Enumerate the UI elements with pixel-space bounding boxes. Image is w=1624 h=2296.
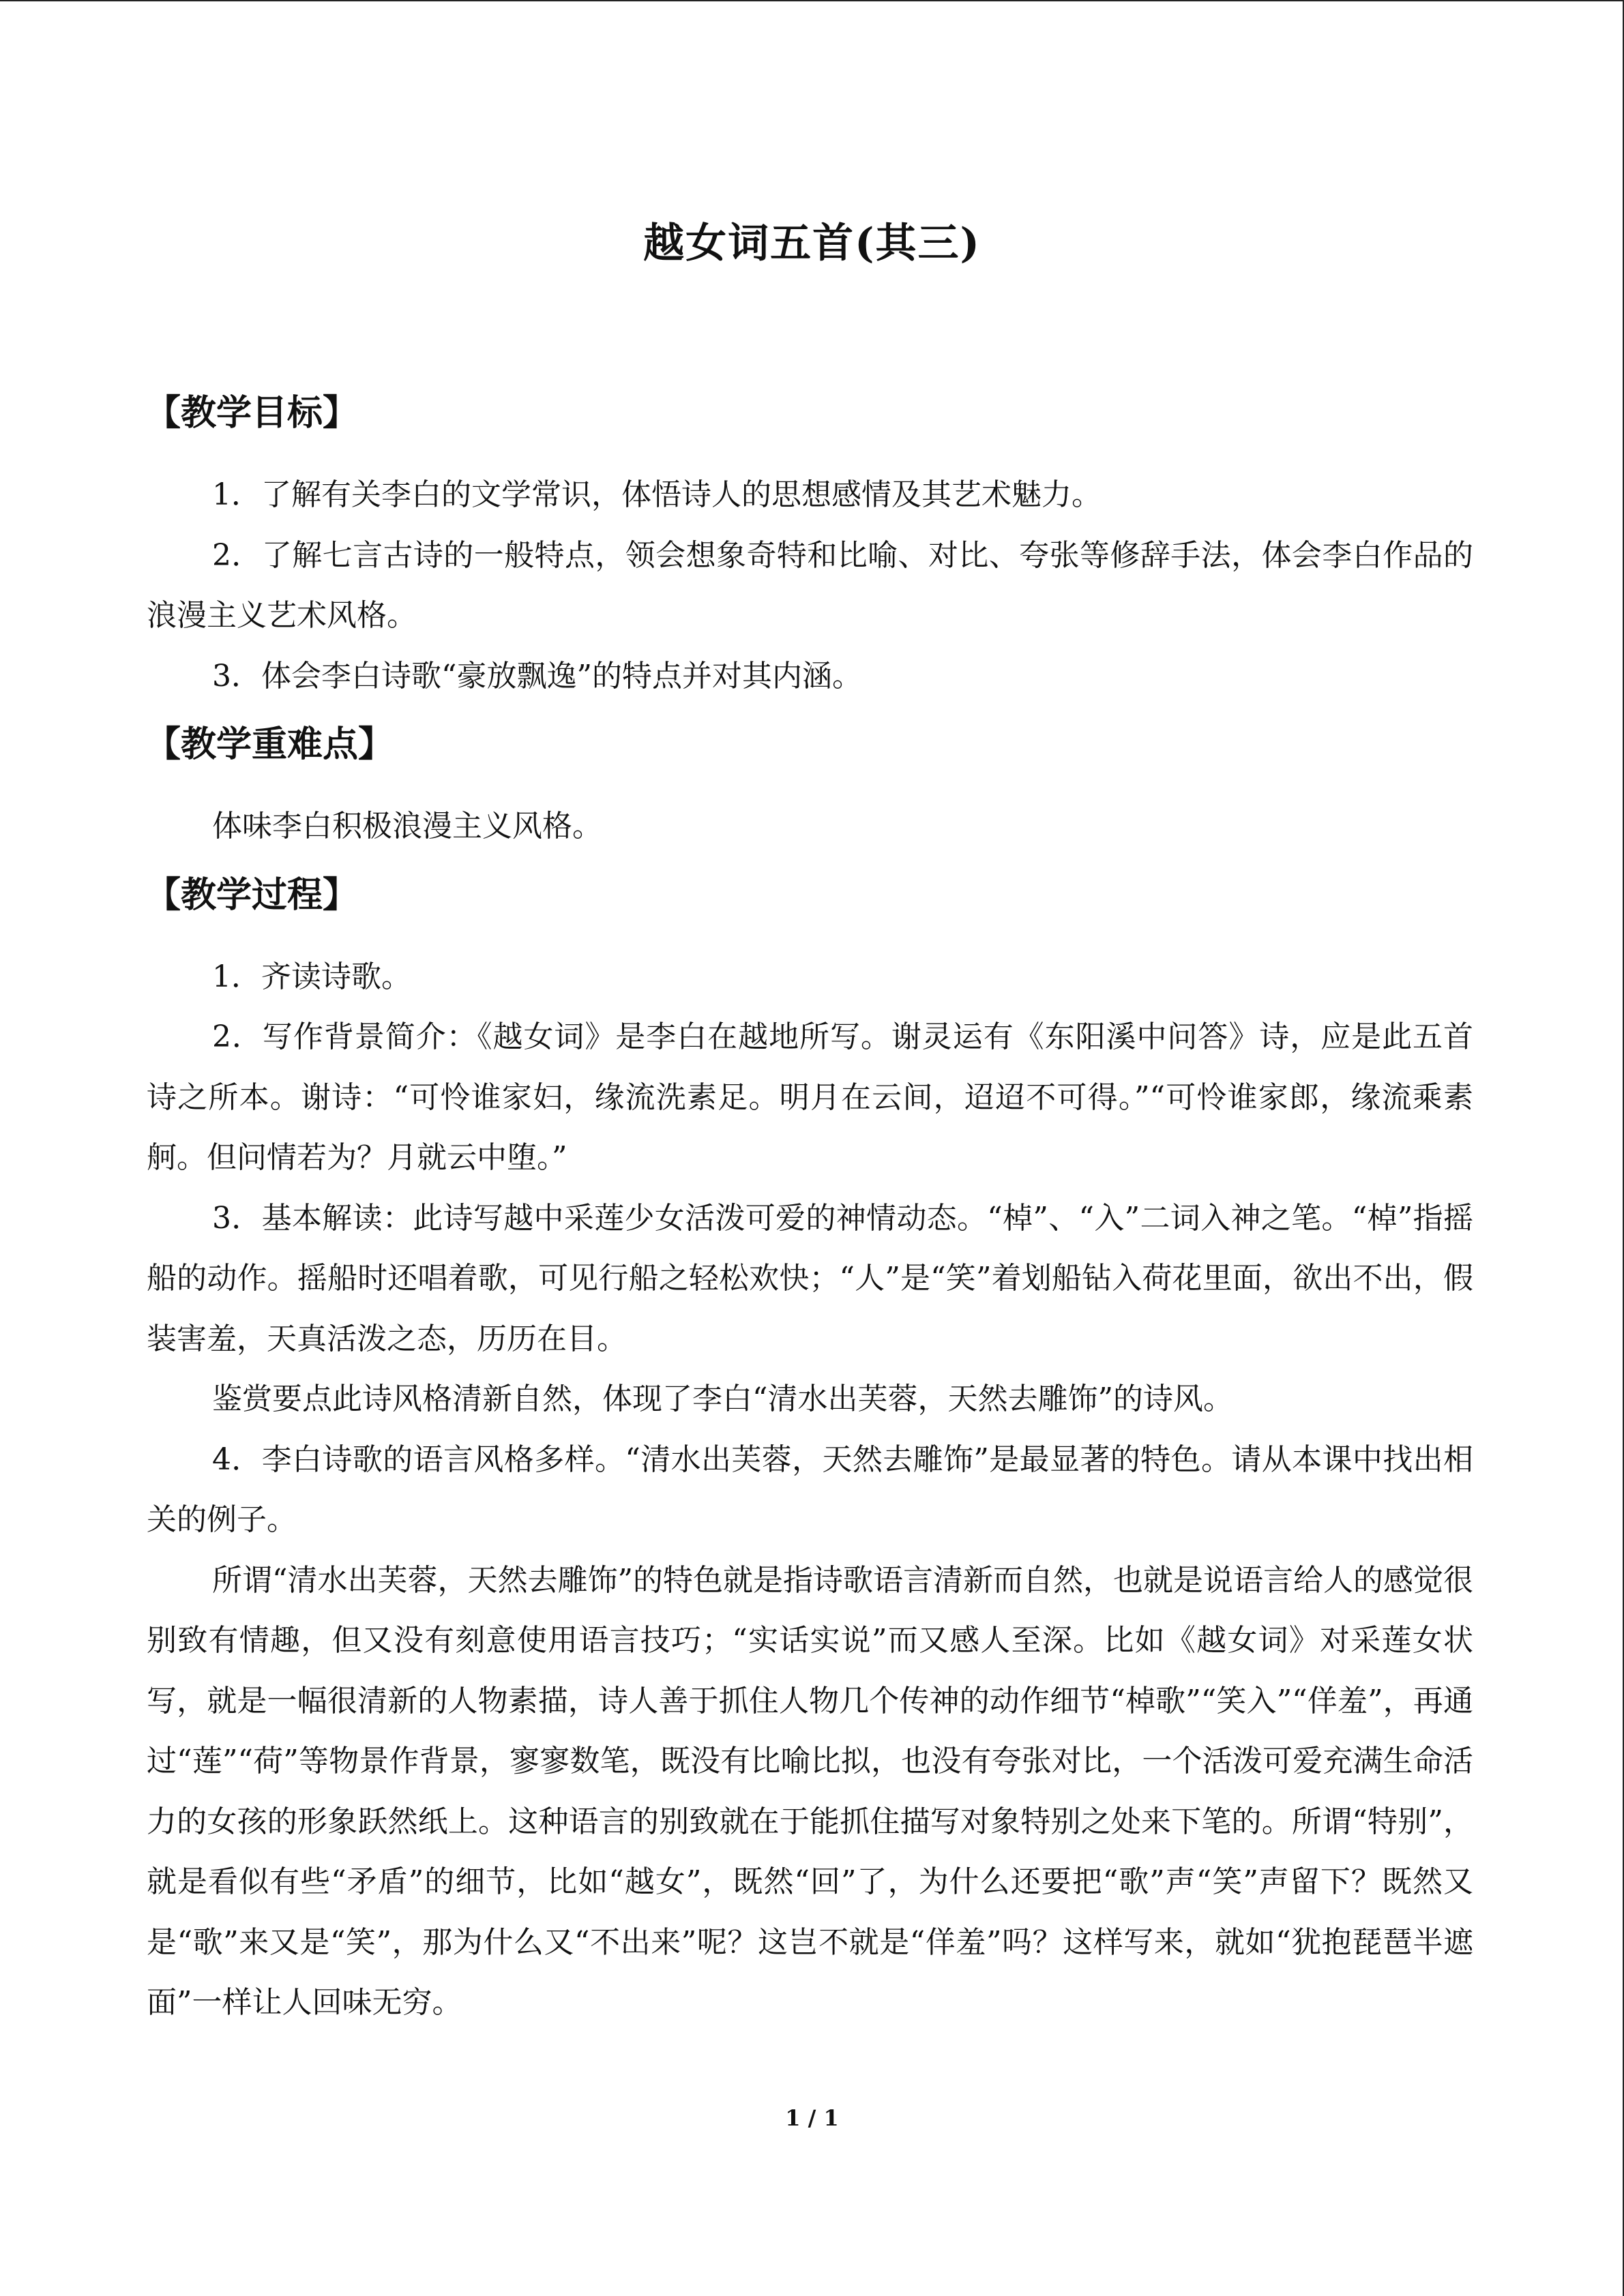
objective-item-1: 1．了解有关李白的文学常识，体悟诗人的思想感情及其艺术魅力。 [212, 477, 1102, 512]
objective-item-2: 2．了解七言古诗的一般特点，领会想象奇特和比喻、对比、夸张等修辞手法，体会李白作品的浪漫主义艺术风格。 [147, 537, 1473, 633]
document-body [147, 375, 1473, 2033]
analysis-paragraph: 所谓“清水出芙蓉，天然去雕饰”的特色就是指诗歌语言清新而自然，也就是说语言给人的感觉很别致有情趣，但又没有刻意使用语言技巧；“实话实说”而又感人至深。比如《越女词》对采莲女状写，就是一幅很清新的人物素描，诗人善于抓住人物几个传神的动作细节“棹歌”“笑入”“佯羞”，再通过“莲”“荷”等物景作背景，寥寥数笔，既没有比喻比拟，也没有夸张对比，一个活泼可爱充满生命活力的女孩的形象跃然纸上。这种语言的别致就在于能抓住描写对象特别之处来下笔的。所谓“特别”，就是看似有些“矛盾”的细节，比如“越女”，既然“回”了，为什么还要把“歌”声“笑”声留下？既然又是“歌”来又是“笑”，那为什么又“不出来”呢？这岂不就是“佯羞”吗？这样写来，就如“犹抱琵琶半遮面”一样让人回味无穷。 [147, 1562, 1473, 2020]
key-point-text: 体味李白积极浪漫主义风格。 [212, 809, 602, 844]
process-step-3: 3．基本解读：此诗写越中采莲少女活泼可爱的神情动态。“棹”、“入”二词入神之笔。“棹”指摇船的动作。摇船时还唱着歌，可见行船之轻松欢快；“人”是“笑”着划船钻入荷花里面，欲出不出，假装害羞，天真活泼之态，历历在目。 [147, 1200, 1473, 1356]
process-step-4: 4．李白诗歌的语言风格多样。“清水出芙蓉，天然去雕饰”是最显著的特色。请从本课中找出相关的例子。 [147, 1442, 1473, 1537]
process-step-2: 2．写作背景简介：《越女词》是李白在越地所写。谢灵运有《东阳溪中问答》诗，应是此五首诗之所本。谢诗：“可怜谁家妇，缘流洗素足。明月在云间，迢迢不可得。”“可怜谁家郎，缘流乘素舸。但问情若为？月就云中堕。” [147, 1019, 1473, 1175]
page-number: 1 / 1 [785, 2105, 839, 2131]
section-heading-objectives: 【教学目标】 [145, 392, 359, 434]
section-heading-process: 【教学过程】 [145, 874, 359, 916]
process-step-1: 1．齐读诗歌。 [212, 959, 411, 994]
document-title: 越女词五首(其三) [643, 220, 981, 267]
objective-item-3: 3．体会李白诗歌“豪放飘逸”的特点并对其内涵。 [212, 658, 862, 694]
section-heading-key-points: 【教学重难点】 [145, 724, 394, 765]
appreciation-note: 鉴赏要点此诗风格清新自然，体现了李白“清水出芙蓉，天然去雕饰”的诗风。 [212, 1382, 1233, 1416]
